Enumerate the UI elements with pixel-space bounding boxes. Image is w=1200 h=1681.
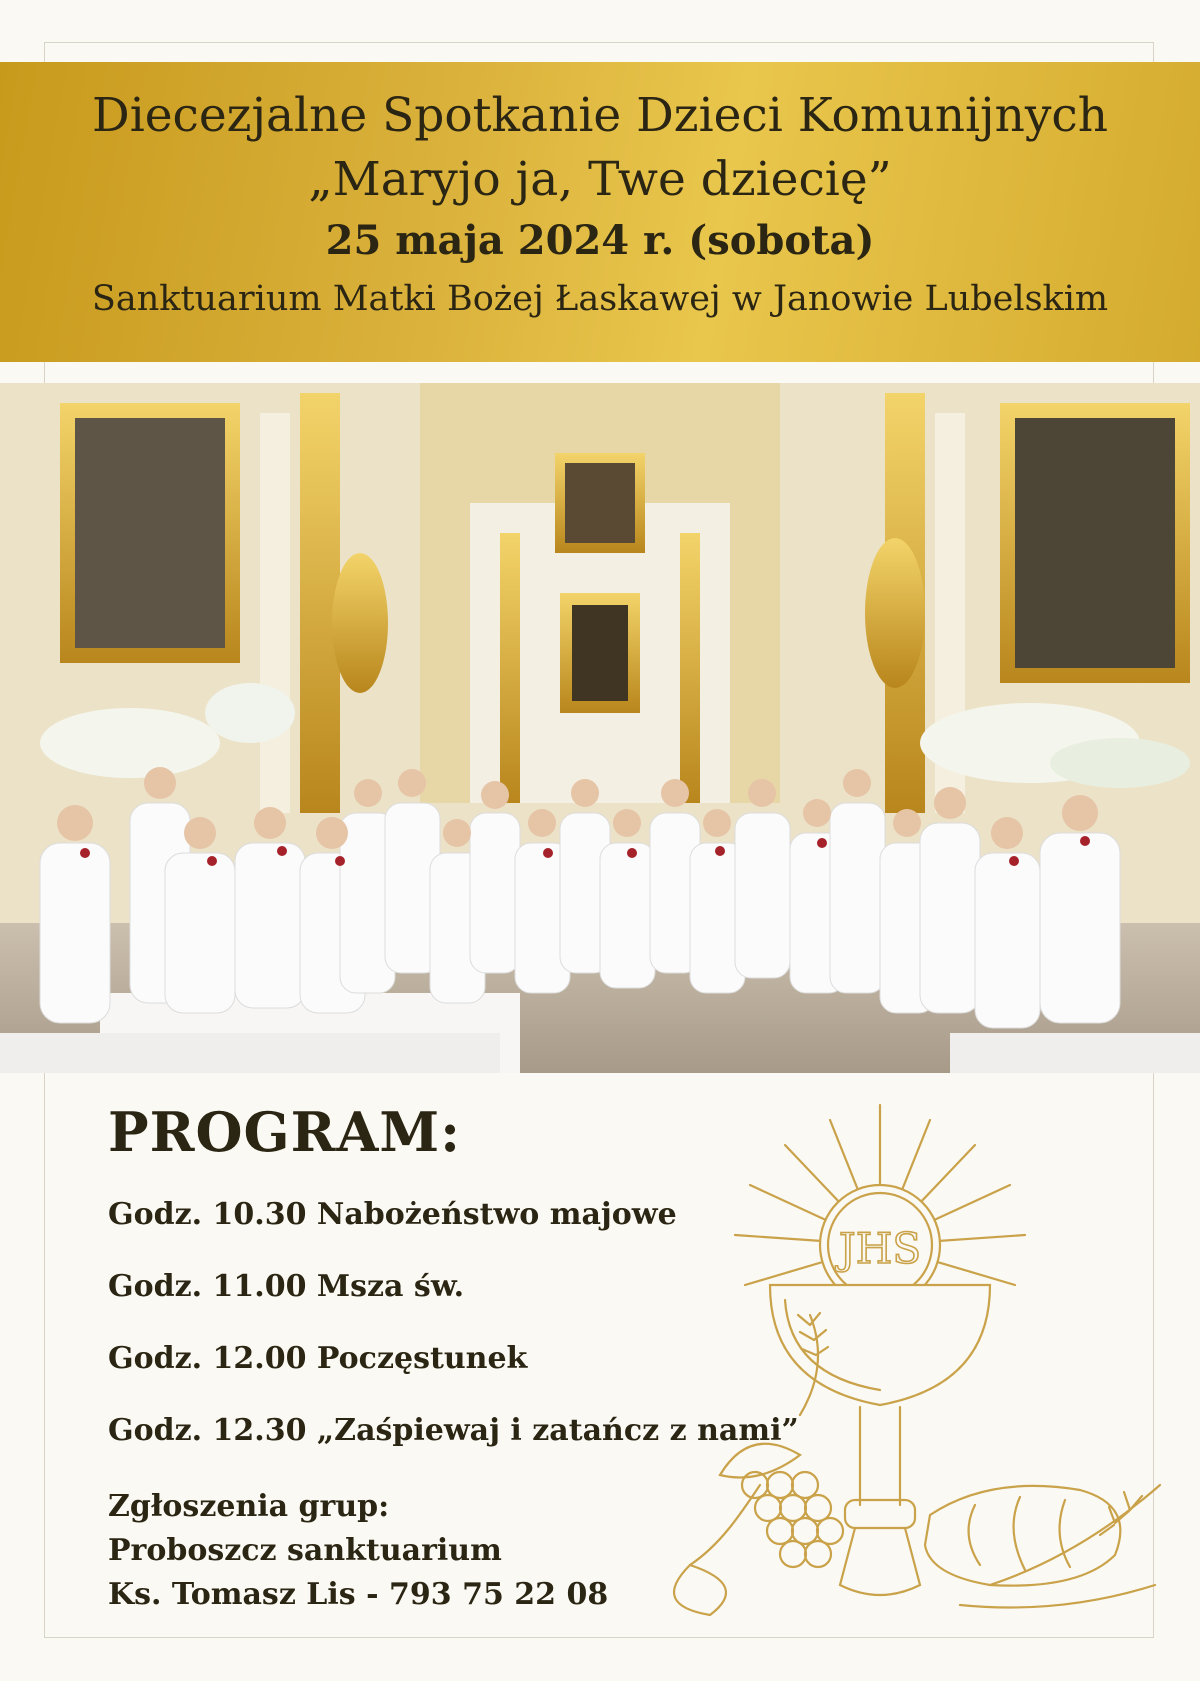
- contact-role: Proboszcz sanktuarium: [108, 1533, 502, 1568]
- event-title: Diecezjalne Spotkanie Dzieci Komunijnych: [92, 88, 1108, 143]
- host-monogram: JHS: [838, 1224, 922, 1273]
- title-banner: [0, 62, 1200, 362]
- program-heading: PROGRAM:: [108, 1100, 462, 1164]
- event-place: Sanktuarium Matki Bożej Łaskawej w Janowie Lubelskim: [91, 279, 1109, 319]
- program-item: Godz. 12.30 „Zaśpiewaj i zatańcz z nami”: [108, 1413, 799, 1448]
- event-motto: „Maryjo ja, Twe dziecię”: [308, 152, 892, 207]
- program-item: Godz. 11.00 Msza św.: [108, 1269, 465, 1304]
- church-photo-illustration: [0, 383, 1200, 1073]
- contact-phone: Ks. Tomasz Lis - 793 75 22 08: [108, 1577, 609, 1612]
- program-item: Godz. 12.00 Poczęstunek: [108, 1341, 528, 1376]
- chalice-host-icon: [660, 1085, 1180, 1645]
- church-group-photo: [0, 383, 1200, 1073]
- program-item: Godz. 10.30 Nabożeństwo majowe: [108, 1197, 677, 1232]
- event-date: 25 maja 2024 r. (sobota): [325, 217, 875, 264]
- contact-heading: Zgłoszenia grup:: [108, 1489, 390, 1524]
